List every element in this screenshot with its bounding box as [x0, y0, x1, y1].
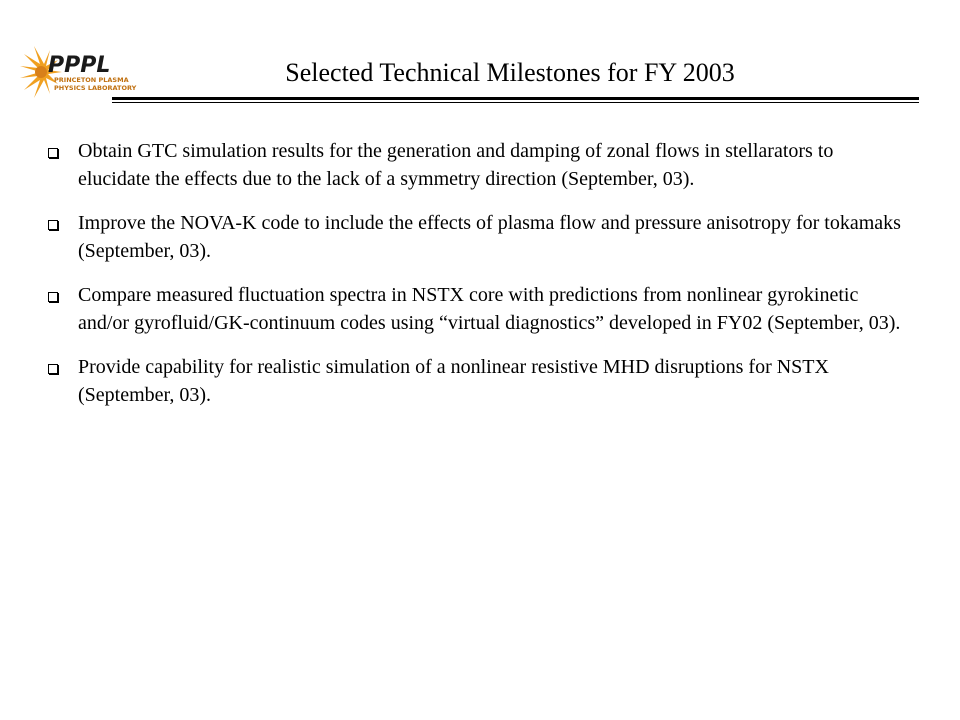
list-item-text: Improve the NOVA-K code to include the effects of plasma flow and pressure anisotropy for tokamaks (September, 03).	[78, 212, 901, 262]
pppl-logo	[18, 44, 137, 100]
list-item	[44, 137, 904, 193]
page-title: Selected Technical Milestones for FY 2003	[285, 58, 735, 87]
logo-text-line2: PHYSICS LABORATORY	[54, 84, 137, 92]
list-item	[44, 353, 904, 409]
list-item	[44, 281, 904, 337]
logo-text-line1: PRINCETON PLASMA	[54, 76, 129, 84]
square-bullet-icon	[48, 148, 58, 158]
milestone-list	[44, 137, 904, 425]
list-item-text: Compare measured fluctuation spectra in NSTX core with predictions from nonlinear gyrokinetic and/or gyrofluid/GK-continuum codes using “virtual diagnostics” developed in FY02 (September, 03).	[78, 284, 901, 334]
list-item-text: Provide capability for realistic simulation of a nonlinear resistive MHD disruptions for NSTX (September, 03).	[78, 356, 829, 406]
square-bullet-icon	[48, 220, 58, 230]
list-item-text: Obtain GTC simulation results for the generation and damping of zonal flows in stellarators to elucidate the effects due to the lack of a symmetry direction (September, 03).	[78, 140, 834, 190]
title-rule-thick	[112, 97, 919, 100]
square-bullet-icon	[48, 292, 58, 302]
list-item	[44, 209, 904, 265]
logo-text-main: PPPL	[48, 53, 111, 78]
title-rule-thin	[112, 102, 919, 103]
square-bullet-icon	[48, 364, 58, 374]
